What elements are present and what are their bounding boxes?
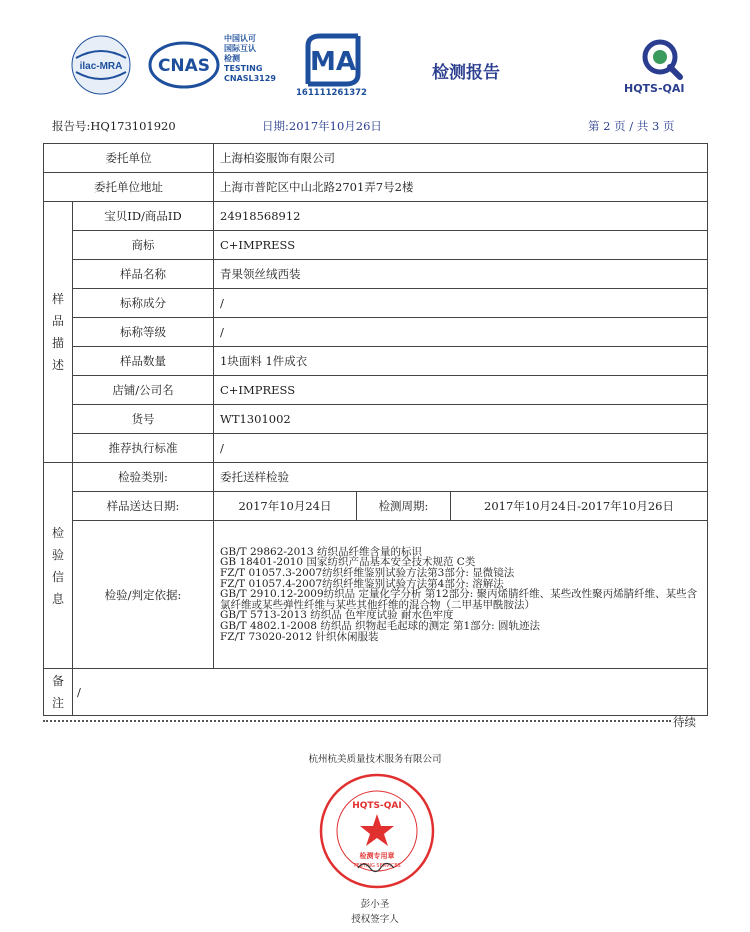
cma-logo-text: MA bbox=[310, 47, 356, 77]
cnas-line-3: 检测 bbox=[224, 54, 240, 63]
inspection-type-value: 委托送样检验 bbox=[214, 463, 708, 492]
basis-list bbox=[214, 521, 708, 669]
hqts-logo bbox=[640, 38, 684, 80]
delivery-date-value: 2017年10月24日 bbox=[214, 492, 357, 521]
basis-line: GB 18401-2010 国家纺织产品基本安全技术规范 C类 bbox=[220, 556, 476, 569]
sample-section-char: 描 bbox=[51, 336, 64, 350]
sample-row-value: WT1301002 bbox=[214, 405, 708, 434]
sample-row-label: 店铺/公司名 bbox=[73, 376, 214, 405]
sample-row-label: 货号 bbox=[73, 405, 214, 434]
company-seal bbox=[318, 772, 436, 890]
sample-row-value: / bbox=[214, 318, 708, 347]
inspection-section-label bbox=[44, 463, 73, 669]
ilac-mra-logo bbox=[70, 34, 132, 96]
ilac-mra-logo-text: ilac-MRA bbox=[79, 61, 123, 72]
inspection-section-char: 检 bbox=[51, 525, 64, 540]
sample-section-char: 样 bbox=[51, 292, 64, 306]
sample-row-value: / bbox=[214, 289, 708, 318]
cma-code: 161111261372 bbox=[296, 88, 367, 98]
basis-line: GB/T 29862-2013 纺织品纤维含量的标识 bbox=[220, 545, 422, 558]
client-address-label: 委托单位地址 bbox=[44, 173, 214, 202]
sample-section-char: 品 bbox=[51, 314, 64, 328]
client-address-value: 上海市普陀区中山北路2701弄7号2楼 bbox=[214, 173, 708, 202]
sample-row-value: 青果领丝绒西装 bbox=[214, 260, 708, 289]
report-number: 报告号:HQ173101920 bbox=[52, 119, 176, 133]
inspection-section-char: 信 bbox=[51, 569, 64, 584]
inspection-type-label: 检验类别: bbox=[73, 463, 214, 492]
delivery-date-label: 样品送达日期: bbox=[73, 492, 214, 521]
report-table bbox=[43, 143, 708, 716]
basis-line: GB/T 4802.1-2008 纺织品 织物起毛起球的测定 第1部分: 圆轨迹法 bbox=[220, 619, 541, 632]
sample-row-value: C+IMPRESS bbox=[214, 231, 708, 260]
continued-label: 待续 bbox=[673, 715, 696, 729]
basis-line: GB/T 5713-2013 纺织品 色牢度试验 耐水色牢度 bbox=[220, 609, 454, 622]
seal-inner-text-2: TESTING SERVICES bbox=[353, 863, 401, 869]
basis-line: FZ/T 73020-2012 针织休闲服装 bbox=[220, 630, 379, 643]
inspection-section-char: 息 bbox=[51, 591, 64, 606]
company-name: 杭州杭美质量技术服务有限公司 bbox=[308, 754, 442, 765]
basis-line: FZ/T 01057.3-2007纺织纤维鉴别试验方法第3部分: 显微镜法 bbox=[220, 567, 515, 580]
cnas-accreditation-text bbox=[224, 34, 276, 84]
remarks-value: / bbox=[73, 669, 708, 716]
seal-inner-text: 检测专用章 bbox=[359, 852, 395, 860]
report-title: 检测报告 bbox=[432, 63, 500, 83]
page-indicator: 第 2 页 / 共 3 页 bbox=[588, 119, 675, 133]
basis-line: GB/T 2910.12-2009纺织品 定量化学分析 第12部分: 聚丙烯腈纤维、某些改性聚丙烯腈纤维、某些含氯纤维或某些弹性纤维与某些其他纤维的混合物（二甲基甲酰胺法） bbox=[220, 588, 698, 611]
sample-row-label: 宝贝ID/商品ID bbox=[73, 202, 214, 231]
cnas-line-5: CNASL3129 bbox=[224, 74, 276, 83]
test-period-label: 检测周期: bbox=[357, 492, 451, 521]
sample-row-value: 1块面料 1件成衣 bbox=[214, 347, 708, 376]
inspection-section-char: 验 bbox=[51, 547, 64, 562]
client-unit-label: 委托单位 bbox=[44, 144, 214, 173]
cma-logo bbox=[300, 32, 366, 88]
cnas-line-2: 国际互认 bbox=[224, 44, 256, 53]
sample-row-value: / bbox=[214, 434, 708, 463]
test-period-value: 2017年10月24日-2017年10月26日 bbox=[451, 492, 708, 521]
continuation-divider bbox=[43, 720, 671, 722]
sample-row-label: 标称成分 bbox=[73, 289, 214, 318]
cnas-line-1: 中国认可 bbox=[224, 34, 256, 43]
cnas-logo bbox=[148, 40, 220, 90]
seal-center-text: HQTS-QAI bbox=[352, 801, 402, 811]
report-date: 日期:2017年10月26日 bbox=[262, 119, 382, 133]
client-unit-value: 上海柏姿服饰有限公司 bbox=[214, 144, 708, 173]
remarks-label-top: 备 bbox=[51, 674, 64, 688]
basis-line: FZ/T 01057.4-2007纺织纤维鉴别试验方法第4部分: 溶解法 bbox=[220, 577, 504, 590]
sample-row-label: 样品名称 bbox=[73, 260, 214, 289]
sample-row-label: 样品数量 bbox=[73, 347, 214, 376]
cnas-logo-text: CNAS bbox=[157, 56, 211, 76]
signer-title: 授权签字人 bbox=[351, 914, 399, 925]
sample-row-label: 推荐执行标准 bbox=[73, 434, 214, 463]
remarks-label-bottom: 注 bbox=[51, 696, 64, 710]
cnas-line-4: TESTING bbox=[224, 64, 263, 73]
sample-section-char: 述 bbox=[51, 358, 64, 372]
hqts-logo-text: HQTS-QAI bbox=[624, 82, 685, 95]
signer-name: 彭小圣 bbox=[360, 899, 390, 910]
sample-row-label: 商标 bbox=[73, 231, 214, 260]
sample-row-value: 24918568912 bbox=[214, 202, 708, 231]
sample-row-value: C+IMPRESS bbox=[214, 376, 708, 405]
basis-label: 检验/判定依据: bbox=[73, 521, 214, 669]
sample-section-label bbox=[44, 202, 73, 463]
remarks-section-label bbox=[44, 669, 73, 716]
sample-row-label: 标称等级 bbox=[73, 318, 214, 347]
